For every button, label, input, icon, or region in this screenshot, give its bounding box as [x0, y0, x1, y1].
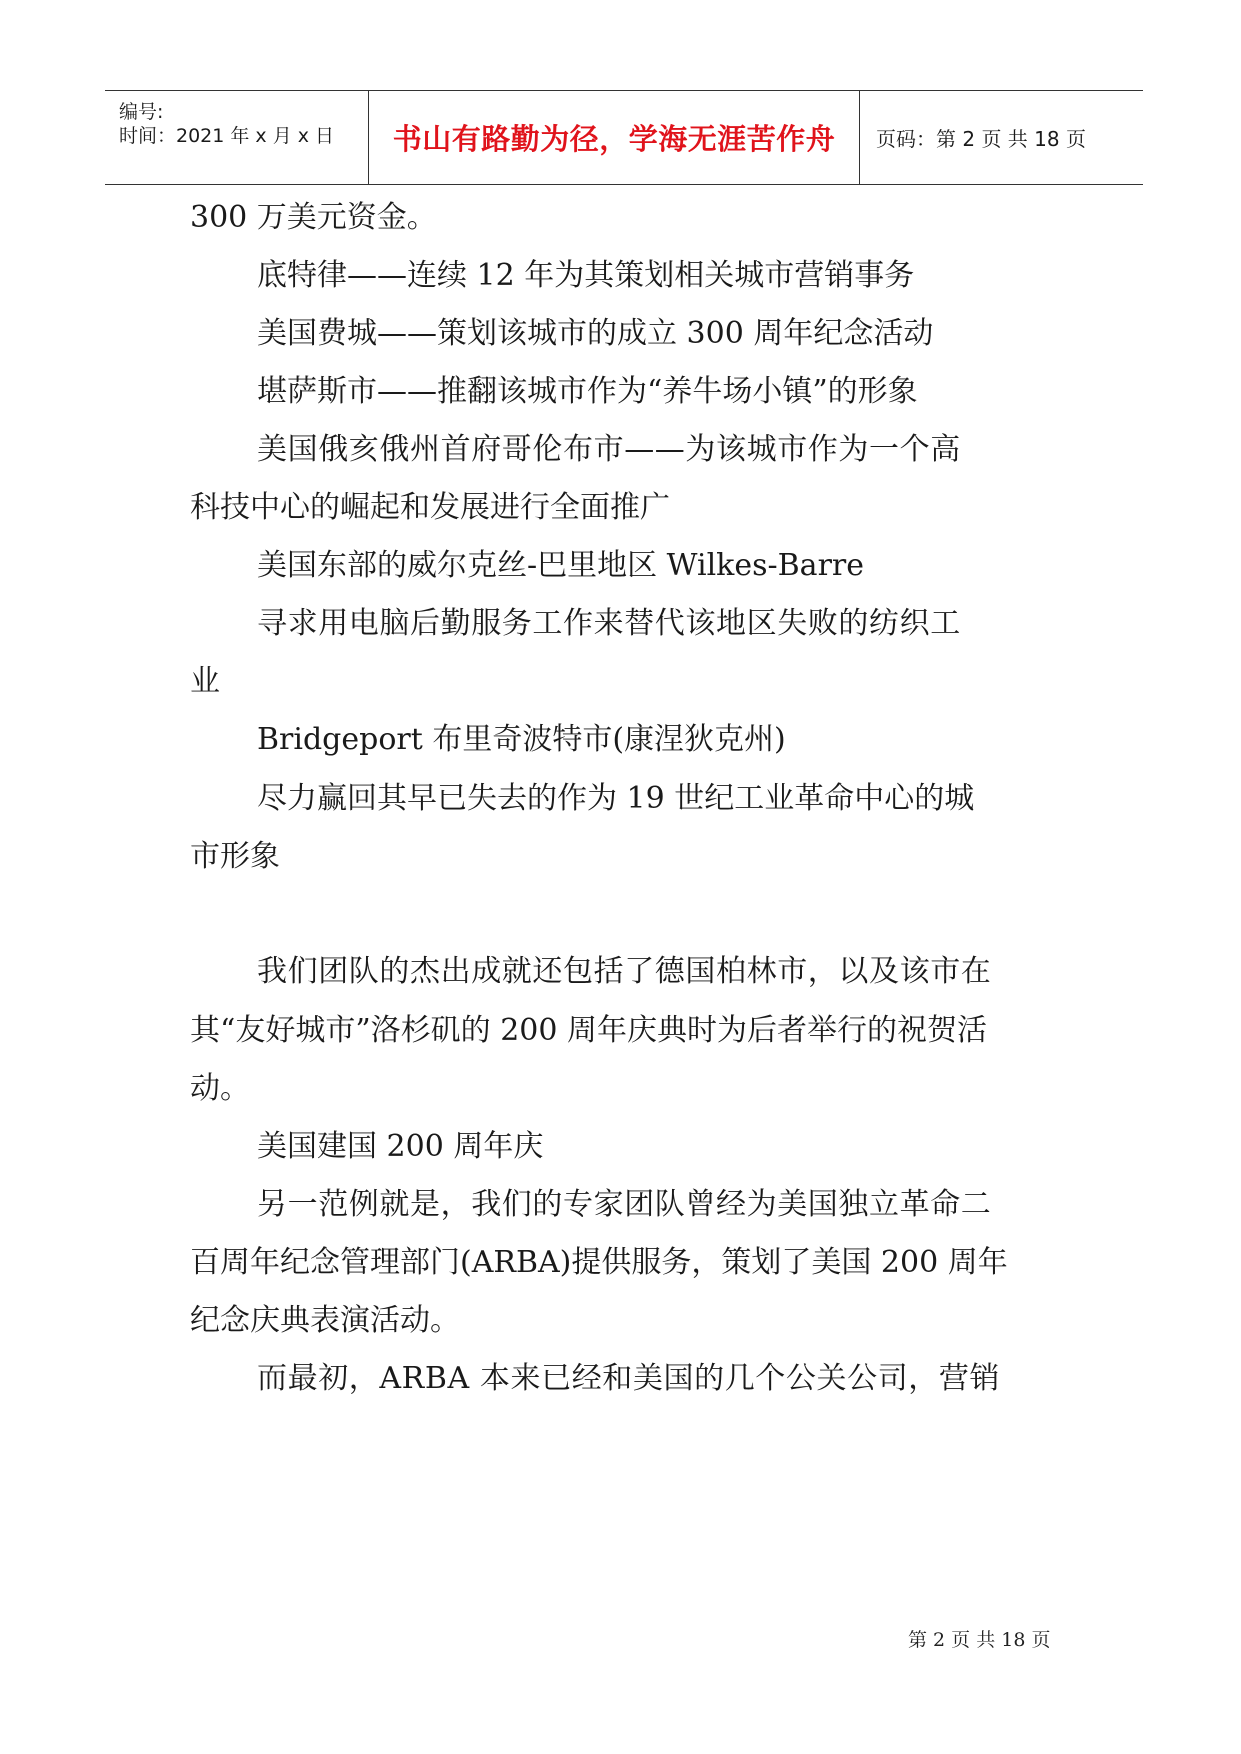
paragraph-line: 我们团队的杰出成就还包括了德国柏林市，以及该市在	[257, 954, 992, 989]
page-footer: 第 2 页 共 18 页	[908, 1629, 1051, 1651]
paragraph-line: 尽力赢回其早已失去的作为 19 世纪工业革命中心的城	[257, 781, 975, 816]
paragraph-line: 300 万美元资金。	[190, 200, 437, 235]
paragraph-line: 底特律——连续 12 年为其策划相关城市营销事务	[257, 258, 915, 293]
header-page-code: 页码：第 2 页 共 18 页	[876, 127, 1086, 151]
header-meta-cell	[105, 91, 369, 184]
paragraph-line: 业	[190, 664, 220, 699]
paragraph-line: 堪萨斯市——推翻该城市作为“养牛场小镇”的形象	[257, 374, 918, 409]
paragraph-line: 动。	[190, 1071, 250, 1106]
paragraph-line: 另一范例就是，我们的专家团队曾经为美国独立革命二	[257, 1187, 992, 1222]
header-number-label: 编号:	[119, 101, 164, 123]
paragraph-line: 其“友好城市”洛杉矶的 200 周年庆典时为后者举行的祝贺活	[190, 1013, 988, 1048]
paragraph-line: 美国东部的威尔克丝-巴里地区 Wilkes-Barre	[257, 548, 865, 583]
paragraph-line: 科技中心的崛起和发展进行全面推广	[190, 490, 670, 525]
paragraph-line: Bridgeport 布里奇波特市(康涅狄克州)	[257, 722, 786, 757]
header-time-label: 时间：2021 年 x 月 x 日	[119, 125, 335, 147]
paragraph-line: 纪念庆典表演活动。	[190, 1303, 460, 1338]
paragraph-line: 百周年纪念管理部门(ARBA)提供服务，策划了美国 200 周年	[190, 1245, 1008, 1280]
header-motto-cell	[369, 91, 860, 184]
paragraph-line: 美国俄亥俄州首府哥伦布市——为该城市作为一个高	[257, 432, 961, 467]
paragraph-line: 寻求用电脑后勤服务工作来替代该地区失败的纺织工	[257, 606, 961, 641]
header-page-cell	[860, 91, 1143, 184]
paragraph-line: 市形象	[190, 839, 280, 874]
paragraph-line: 而最初，ARBA 本来已经和美国的几个公关公司，营销	[257, 1361, 1001, 1396]
paragraph-line: 美国费城——策划该城市的成立 300 周年纪念活动	[257, 316, 934, 351]
document-header	[105, 90, 1143, 185]
paragraph-line: 美国建国 200 周年庆	[257, 1129, 544, 1164]
header-motto: 书山有路勤为径，学海无涯苦作舟	[392, 122, 836, 156]
